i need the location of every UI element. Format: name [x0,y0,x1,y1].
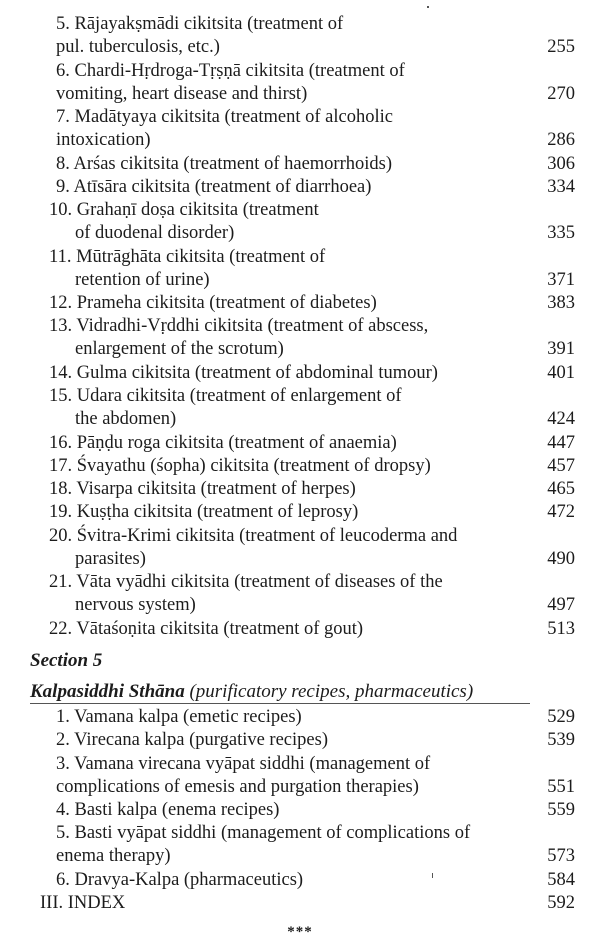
toc-entry-title: 5. Basti vyāpat siddhi (management of complications of [56,823,471,844]
section-title [30,680,473,703]
toc-entry-title: III. INDEX [40,893,126,913]
toc-entry-line [0,129,600,152]
toc-entry-line [0,618,600,641]
toc-entry-line [0,408,600,431]
toc-entry-title: 13. Vidradhi-Vṛddhi cikitsita (treatment of abscess, [49,316,429,337]
toc-entry-line [0,362,600,385]
toc-entry-line [0,432,600,455]
toc-entry-title: 6. Dravya-Kalpa (pharmaceutics) [56,869,304,890]
toc-entry-title: 1. Vamana kalpa (emetic recipes) [56,707,302,727]
toc-entry [0,799,600,822]
toc-entry-title: 17. Śvayathu (śopha) cikitsita (treatment of dropsy) [49,455,431,476]
toc-entry-title: 15. Udara cikitsita (treatment of enlargement of [49,386,402,406]
toc-page-number: 497 [547,595,575,615]
toc-entry [0,892,600,915]
toc-entry-title: 8. Arśas cikitsita (treatment of haemorrhoids) [56,153,392,174]
toc-entry [0,13,600,59]
toc-entry [0,246,600,292]
toc-entry-continuation: pul. tuberculosis, etc.) [56,37,220,57]
toc-entry-continuation: parasites) [75,548,146,569]
toc-page-number: 424 [547,409,575,429]
toc-entry [0,60,600,106]
toc-page-number: 401 [547,362,575,383]
toc-entry-title: 12. Prameha cikitsita (treatment of diabetes) [49,293,377,313]
toc-entry-continuation: enema therapy) [56,846,171,867]
toc-entry-continuation: enlargement of the scrotum) [75,339,284,360]
toc-entry-title: 16. Pāṇḍu roga cikitsita (treatment of anaemia) [49,432,397,453]
toc-entry-line [0,501,600,524]
toc-entry-continuation: vomiting, heart disease and thirst) [56,83,308,104]
toc-entry-continuation: the abdomen) [75,409,177,429]
toc-page-number: 584 [547,869,575,890]
toc-entry-line [0,83,600,106]
toc-page-number: 447 [547,432,575,453]
toc-page-number: 559 [547,800,575,820]
toc-entry-line [0,525,600,548]
toc-entry-continuation: nervous system) [75,595,196,615]
toc-entry [0,706,600,729]
toc-entry [0,525,600,571]
toc-entry-line [0,36,600,59]
underline-rule [30,703,530,704]
toc-entry-title: 2. Virecana kalpa (purgative recipes) [56,730,328,751]
toc-entry-line [0,385,600,408]
section-title-rest: (purificatory recipes, pharmaceutics) [184,681,474,702]
toc-entry-title: 10. Grahaṇī doṣa cikitsita (treatment [49,200,319,220]
toc-entry-line [0,892,600,915]
toc-entry-line [0,315,600,338]
toc-entry [0,106,600,152]
toc-page-number: 592 [547,893,575,913]
toc-page-number: 391 [547,339,575,360]
toc-entry-line [0,753,600,776]
scan-speck [427,6,429,8]
toc-entry [0,292,600,315]
toc-entry-title: 4. Basti kalpa (enema recipes) [56,800,280,820]
toc-entry-line [0,176,600,199]
toc-page-number: 286 [547,130,575,150]
end-mark: *** [287,924,313,940]
toc-page-number: 490 [547,548,575,569]
toc-entry [0,729,600,752]
toc-entry-continuation: complications of emesis and purgation therapies) [56,776,419,797]
toc-page-number: 539 [547,730,575,751]
toc-entry-title: 5. Rājayakṣmādi cikitsita (treatment of [56,14,344,34]
toc-entry-line [0,199,600,222]
toc-entry-continuation: intoxication) [56,130,151,150]
toc-entry-line [0,60,600,83]
toc-entry-line [0,776,600,799]
toc-page-number: 306 [547,153,575,174]
toc-entry-line [0,153,600,176]
toc-entry-line [0,845,600,868]
toc-entry-line [0,729,600,752]
toc-entry-line [0,13,600,36]
toc-entry-title: 9. Atīsāra cikitsita (treatment of diarrhoea) [56,176,372,197]
toc-page-number: 573 [547,846,575,867]
toc-entry [0,753,600,799]
toc-entry-title: 18. Visarpa cikitsita (treatment of herpes) [49,479,356,499]
toc-entry-line [0,478,600,501]
toc-entry-line [0,455,600,478]
toc-entry-line [0,799,600,822]
toc-entry-title: 19. Kuṣṭha cikitsita (treatment of leprosy) [49,502,359,523]
toc-page-number: 472 [547,502,575,523]
toc-entry-title: 21. Vāta vyādhi cikitsita (treatment of diseases of the [49,572,443,592]
toc-entry-line [0,338,600,361]
toc-entry-line [0,706,600,729]
toc-page-number: 513 [547,618,575,639]
toc-entry-line [0,269,600,292]
toc-page-number: 465 [547,479,575,499]
toc-entry [0,822,600,868]
toc-entry-line [0,548,600,571]
toc-entry-line [0,869,600,892]
toc-page-number: 334 [547,176,575,197]
toc-entry [0,315,600,361]
toc-entry-title: 20. Śvitra-Krimi cikitsita (treatment of leucoderma and [49,525,458,546]
toc-entry-continuation: of duodenal disorder) [75,223,235,243]
toc-entry [0,869,600,892]
toc-page-number: 457 [547,455,575,476]
toc-entry-line [0,246,600,269]
toc-page-number: 255 [547,37,575,57]
toc-entry-line [0,822,600,845]
toc-entry [0,432,600,455]
toc-entry [0,176,600,199]
toc-entry [0,618,600,641]
toc-entry [0,501,600,524]
toc-entry-line [0,594,600,617]
toc-entry [0,455,600,478]
toc-entry-line [0,106,600,129]
toc-entry-title: 14. Gulma cikitsita (treatment of abdominal tumour) [49,362,438,383]
toc-entry-title: 22. Vātaśoṇita cikitsita (treatment of gout) [49,618,364,639]
toc-entry-line [0,292,600,315]
toc-page-number: 383 [547,293,575,313]
toc-entry-line [0,222,600,245]
toc-entry-title: 11. Mūtrāghāta cikitsita (treatment of [49,246,326,267]
toc-entry-title: 7. Madātyaya cikitsita (treatment of alcoholic [56,107,393,127]
toc-entry [0,199,600,245]
toc-page-number: 551 [547,776,575,797]
toc-entry [0,385,600,431]
toc-page-number: 371 [547,269,575,290]
toc-entry [0,153,600,176]
toc-entry [0,478,600,501]
toc-page-number: 529 [547,707,575,727]
toc-entry-title: 6. Chardi-Hṛdroga-Tṛṣṇā cikitsita (treatment of [56,60,405,81]
toc-entry [0,362,600,385]
toc-page-number: 270 [547,83,575,104]
scan-speck [432,873,433,878]
toc-entry-line [0,571,600,594]
toc-entry-title: 3. Vamana virecana vyāpat siddhi (management of [56,753,431,774]
toc-page-number: 335 [547,223,575,243]
toc-entry [0,571,600,617]
section-heading: Section 5 [30,650,103,671]
section-title-bold: Kalpasiddhi Sthāna [30,681,185,702]
toc-entry-continuation: retention of urine) [75,269,210,290]
